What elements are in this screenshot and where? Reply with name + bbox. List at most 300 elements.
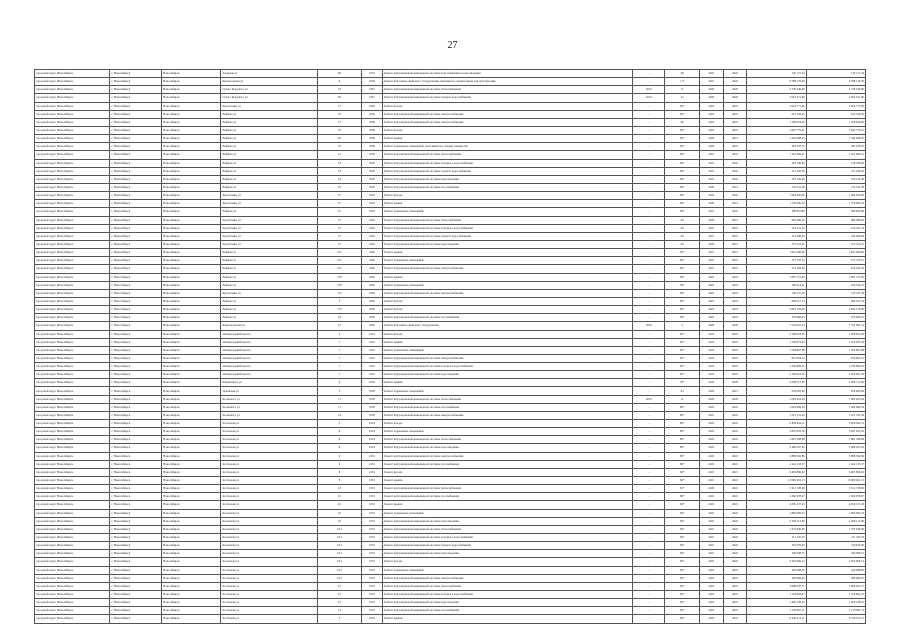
end-year-cell: 2022 xyxy=(723,509,747,517)
street-cell: Костычева ул xyxy=(221,420,318,428)
year-cell: 1958 xyxy=(361,403,383,411)
house-cell: 5 xyxy=(318,420,361,428)
end-year-cell: 2022 xyxy=(723,452,747,460)
work-type-cell: Ремонт внутридомовой инженерной системы холодного водоснабжения xyxy=(383,159,633,167)
prev-year-cell: - xyxy=(633,566,665,574)
street-cell: Костычева ул xyxy=(221,558,318,566)
house-cell: 17 xyxy=(318,395,361,403)
end-year-cell: 2022 xyxy=(723,428,747,436)
prev-year-cell: - xyxy=(633,249,665,257)
cost-cell: 372 523,21 xyxy=(747,240,806,248)
street-cell: Костычева ул xyxy=(221,452,318,460)
total-cell: 130 337,39 xyxy=(806,289,865,297)
municipality-cell: городской округ Новосибирск xyxy=(35,477,110,485)
municipality-cell: городской округ Новосибирск xyxy=(35,135,110,143)
prev-year-cell: - xyxy=(633,232,665,240)
city-cell: Новосибирск xyxy=(162,379,221,387)
end-year-cell: 2022 xyxy=(723,289,747,297)
work-type-cell: Ремонт внутридомовой инженерной системы электроснабжения xyxy=(383,574,633,582)
cost-cell: 130 337,39 xyxy=(747,289,806,297)
street-cell: Войкова ул xyxy=(221,208,318,216)
work-type-cell: Ремонт фасада xyxy=(383,330,633,338)
year-cell: 1953 xyxy=(361,550,383,558)
house-cell: 27б xyxy=(318,281,361,289)
municipality-cell: городской округ Новосибирск xyxy=(35,599,110,607)
prev-year-cell: - xyxy=(633,297,665,305)
house-cell: 27б xyxy=(318,273,361,281)
end-year-cell: 2021 xyxy=(723,387,747,395)
total-cell: 219 321,54 xyxy=(806,224,865,232)
locality-cell: г. Новосибирск xyxy=(110,289,162,297)
work-type-cell: Ремонт внутридомовой инженерной системы теплоснабжения xyxy=(383,86,633,94)
work-type-cell: Ремонт внутридомовой инженерной системы теплоснабжения xyxy=(383,395,633,403)
prev-year-cell: - xyxy=(633,582,665,590)
end-year-cell: 2022 xyxy=(723,281,747,289)
municipality-cell: городской округ Новосибирск xyxy=(35,330,110,338)
start-year-cell: 2021 xyxy=(699,493,723,501)
start-year-cell: 2021 xyxy=(699,468,723,476)
total-cell: 130 177,24 xyxy=(806,70,865,78)
start-year-cell: 2021 xyxy=(699,249,723,257)
street-cell: Костычева ул xyxy=(221,444,318,452)
cost-cell: 420 098,00 xyxy=(747,566,806,574)
table-row xyxy=(35,599,866,607)
prev-year-cell: - xyxy=(633,135,665,143)
city-cell: Новосибирск xyxy=(162,314,221,322)
cost-cell: 1 150 987,11 xyxy=(747,607,806,615)
municipality-cell: городской округ Новосибирск xyxy=(35,216,110,224)
year-cell: 1953 xyxy=(361,607,383,615)
start-year-cell: 2022 xyxy=(699,338,723,346)
street-cell: Краснообская ул xyxy=(221,78,318,86)
house-cell: 16 xyxy=(318,86,361,94)
term-cell: 60* xyxy=(665,403,699,411)
work-type-cell: Ремонт внутридомовой инженерной системы теплоснабжения xyxy=(383,216,633,224)
total-cell: 1 083 423,29 xyxy=(806,395,865,403)
city-cell: Новосибирск xyxy=(162,135,221,143)
house-cell: 5 xyxy=(318,297,361,305)
city-cell: Новосибирск xyxy=(162,420,221,428)
term-cell: 80* xyxy=(665,493,699,501)
prev-year-cell: - xyxy=(633,159,665,167)
prev-year-cell: - xyxy=(633,346,665,354)
year-cell: 1953 xyxy=(361,558,383,566)
table-row xyxy=(35,167,866,175)
table-row xyxy=(35,94,866,102)
start-year-cell: 2022 xyxy=(699,257,723,265)
table-row xyxy=(35,126,866,134)
locality-cell: г. Новосибирск xyxy=(110,240,162,248)
locality-cell: г. Новосибирск xyxy=(110,354,162,362)
prev-year-cell: - xyxy=(633,428,665,436)
work-type-cell: Ремонт внутридомовой инженерной системы электроснабжения xyxy=(383,110,633,118)
table-row xyxy=(35,232,866,240)
municipality-cell: городской округ Новосибирск xyxy=(35,452,110,460)
street-cell: Войкова ул xyxy=(221,151,318,159)
cost-cell: 5 022 471,60 xyxy=(747,94,806,102)
total-cell: 6 788 179,59 xyxy=(806,78,865,86)
municipality-cell: городской округ Новосибирск xyxy=(35,143,110,151)
table-row xyxy=(35,468,866,476)
locality-cell: г. Новосибирск xyxy=(110,330,162,338)
end-year-cell: 2022 xyxy=(723,460,747,468)
total-cell: 5 022 471,60 xyxy=(806,94,865,102)
start-year-cell: 2021 xyxy=(699,411,723,419)
locality-cell: г. Новосибирск xyxy=(110,525,162,533)
municipality-cell: городской округ Новосибирск xyxy=(35,607,110,615)
house-cell: 6 xyxy=(318,452,361,460)
locality-cell: г. Новосибирск xyxy=(110,582,162,590)
street-cell: Костычева ул xyxy=(221,468,318,476)
end-year-cell: 2022 xyxy=(723,110,747,118)
start-year-cell: 2022 xyxy=(699,428,723,436)
prev-year-cell: - xyxy=(633,468,665,476)
start-year-cell: 2022 xyxy=(699,501,723,509)
work-type-cell: Ремонт фасада xyxy=(383,558,633,566)
total-cell: 4 508 717,00 xyxy=(806,379,865,387)
work-type-cell: Ремонт внутридомовой инженерной системы электроснабжения xyxy=(383,289,633,297)
table-row xyxy=(35,240,866,248)
table-row xyxy=(35,485,866,493)
cost-cell: 9 856 922,11 xyxy=(747,420,806,428)
street-cell: Кропоткина ул xyxy=(221,192,318,200)
term-cell: 60* xyxy=(665,411,699,419)
year-cell: 1956 xyxy=(361,297,383,305)
municipality-cell: городской округ Новосибирск xyxy=(35,615,110,623)
house-cell: 26 xyxy=(318,135,361,143)
city-cell: Новосибирск xyxy=(162,265,221,273)
street-cell: Костычева ул xyxy=(221,542,318,550)
cost-cell: 1 756 606,32 xyxy=(747,200,806,208)
cost-cell: 1 154 892,47 xyxy=(747,591,806,599)
city-cell: Новосибирск xyxy=(162,525,221,533)
prev-year-cell: - xyxy=(633,126,665,134)
work-type-cell: Ремонт крыши xyxy=(383,615,633,623)
end-year-cell: 2022 xyxy=(723,411,747,419)
end-year-cell: 2022 xyxy=(723,550,747,558)
year-cell: 1958 xyxy=(361,167,383,175)
locality-cell: г. Новосибирск xyxy=(110,599,162,607)
municipality-cell: городской округ Новосибирск xyxy=(35,387,110,395)
total-cell: 1 108 654,00 xyxy=(806,118,865,126)
work-type-cell: Ремонт крыши xyxy=(383,338,633,346)
work-type-cell: Ремонт внутридомовой инженерной системы водоотведения xyxy=(383,550,633,558)
table-row xyxy=(35,566,866,574)
total-cell: 1 504 867,68 xyxy=(806,346,865,354)
end-year-cell: 2022 xyxy=(723,534,747,542)
prev-year-cell: - xyxy=(633,558,665,566)
locality-cell: г. Новосибирск xyxy=(110,167,162,175)
work-type-cell: Ремонт внутридомовой инженерной системы электроснабжения xyxy=(383,411,633,419)
table-row xyxy=(35,151,866,159)
municipality-cell: городской округ Новосибирск xyxy=(35,159,110,167)
term-cell: 84* xyxy=(665,509,699,517)
prev-year-cell: - xyxy=(633,70,665,78)
city-cell: Новосибирск xyxy=(162,192,221,200)
term-cell: 84* xyxy=(665,192,699,200)
term-cell: 60 xyxy=(665,232,699,240)
term-cell: 84* xyxy=(665,183,699,191)
term-cell: 84* xyxy=(665,208,699,216)
table-row xyxy=(35,395,866,403)
end-year-cell: 2022 xyxy=(723,175,747,183)
term-cell: 84* xyxy=(665,574,699,582)
house-cell: 27а xyxy=(318,265,361,273)
start-year-cell: 2022 xyxy=(699,582,723,590)
start-year-cell: 2022 xyxy=(699,102,723,110)
prev-year-cell: - xyxy=(633,517,665,525)
term-cell: 84* xyxy=(665,542,699,550)
total-cell: 1 360 978,67 xyxy=(806,493,865,501)
city-cell: Новосибирск xyxy=(162,477,221,485)
prev-year-cell: - xyxy=(633,78,665,86)
prev-year-cell: - xyxy=(633,240,665,248)
work-type-cell: Ремонт внутридомовой инженерной системы холодного водоснабжения xyxy=(383,363,633,371)
locality-cell: г. Новосибирск xyxy=(110,517,162,525)
locality-cell: г. Новосибирск xyxy=(110,509,162,517)
street-cell: Котовского ул xyxy=(221,395,318,403)
prev-year-cell: - xyxy=(633,273,665,281)
table-row xyxy=(35,363,866,371)
term-cell: 81* xyxy=(665,485,699,493)
house-cell: 18 xyxy=(318,314,361,322)
term-cell: 60 xyxy=(665,118,699,126)
cost-cell: 2 206 117,00 xyxy=(747,517,806,525)
work-type-cell: Ремонт крыши xyxy=(383,273,633,281)
total-cell: 372 523,21 xyxy=(806,240,865,248)
year-cell: 1953 xyxy=(361,501,383,509)
year-cell: 1959 xyxy=(361,200,383,208)
locality-cell: г. Новосибирск xyxy=(110,477,162,485)
work-type-cell: Ремонт подвальных помещений xyxy=(383,346,633,354)
cost-cell: 4 508 717,00 xyxy=(747,379,806,387)
work-type-cell: Ремонт фасада xyxy=(383,306,633,314)
street-cell: Костычева ул xyxy=(221,509,318,517)
house-cell: 10/1 xyxy=(318,542,361,550)
table-row xyxy=(35,354,866,362)
street-cell: Азовская ул xyxy=(221,70,318,78)
street-cell: Кропоткина ул xyxy=(221,216,318,224)
municipality-cell: городской округ Новосибирск xyxy=(35,411,110,419)
cost-cell: 4 739 540,00 xyxy=(747,86,806,94)
prev-year-cell: - xyxy=(633,216,665,224)
street-cell: Костычева ул xyxy=(221,607,318,615)
cost-cell: 314 008,09 xyxy=(747,232,806,240)
municipality-cell: городской округ Новосибирск xyxy=(35,468,110,476)
street-cell: Ленинградский проезд xyxy=(221,371,318,379)
term-cell: 65* xyxy=(665,330,699,338)
total-cell: 314 008,09 xyxy=(806,232,865,240)
municipality-cell: городской округ Новосибирск xyxy=(35,582,110,590)
house-cell: 27 xyxy=(318,216,361,224)
year-cell: 1958 xyxy=(361,306,383,314)
start-year-cell: 2020 xyxy=(699,94,723,102)
city-cell: Новосибирск xyxy=(162,558,221,566)
prev-year-cell: - xyxy=(633,411,665,419)
work-type-cell: Ремонт внутридомовой инженерной системы электроснабжения xyxy=(383,265,633,273)
municipality-cell: городской округ Новосибирск xyxy=(35,78,110,86)
start-year-cell: 2022 xyxy=(699,314,723,322)
house-cell: 10/1 xyxy=(318,574,361,582)
house-cell: 7 xyxy=(318,371,361,379)
street-cell: Котовского ул xyxy=(221,411,318,419)
locality-cell: г. Новосибирск xyxy=(110,493,162,501)
end-year-cell: 2021 xyxy=(723,183,747,191)
locality-cell: г. Новосибирск xyxy=(110,615,162,623)
municipality-cell: городской округ Новосибирск xyxy=(35,550,110,558)
prev-year-cell: - xyxy=(633,354,665,362)
locality-cell: г. Новосибирск xyxy=(110,297,162,305)
end-year-cell: 2021 xyxy=(723,135,747,143)
end-year-cell: 2022 xyxy=(723,143,747,151)
end-year-cell: 2022 xyxy=(723,501,747,509)
work-type-cell: Ремонт фасада xyxy=(383,420,633,428)
start-year-cell: 2020 xyxy=(699,183,723,191)
street-cell: Котовского ул xyxy=(221,403,318,411)
end-year-cell: 2022 xyxy=(723,354,747,362)
end-year-cell: 2022 xyxy=(723,314,747,322)
street-cell: Войкова ул xyxy=(221,281,318,289)
municipality-cell: городской округ Новосибирск xyxy=(35,110,110,118)
work-type-cell: Ремонт подвальных помещений xyxy=(383,257,633,265)
term-cell: 60 xyxy=(665,70,699,78)
street-cell: Костычева ул xyxy=(221,566,318,574)
total-cell: 1 109 875,43 xyxy=(806,338,865,346)
street-cell: Войкова ул xyxy=(221,175,318,183)
work-type-cell: Ремонт внутридомовой инженерной системы водоотведения xyxy=(383,517,633,525)
locality-cell: г. Новосибирск xyxy=(110,346,162,354)
start-year-cell: 2020 xyxy=(699,86,723,94)
table-row xyxy=(35,477,866,485)
municipality-cell: городской округ Новосибирск xyxy=(35,208,110,216)
cost-cell: 219 321,54 xyxy=(747,224,806,232)
street-cell: Войкова ул xyxy=(221,297,318,305)
work-type-cell: Ремонт внутридомовой инженерной системы водоотведения xyxy=(383,175,633,183)
city-cell: Новосибирск xyxy=(162,330,221,338)
city-cell: Новосибирск xyxy=(162,542,221,550)
cost-cell: 3 847 825,50 xyxy=(747,428,806,436)
cost-cell: 1 891 398,68 xyxy=(747,436,806,444)
start-year-cell: 2022 xyxy=(699,354,723,362)
start-year-cell: 2020 xyxy=(699,200,723,208)
end-year-cell: 2022 xyxy=(723,607,747,615)
cost-cell: 1 694 689,59 xyxy=(747,403,806,411)
cost-cell: 218 766,90 xyxy=(747,159,806,167)
city-cell: Новосибирск xyxy=(162,70,221,78)
municipality-cell: городской округ Новосибирск xyxy=(35,94,110,102)
house-cell: 12 xyxy=(318,591,361,599)
year-cell: 1953 xyxy=(361,542,383,550)
cost-cell: 309 682,05 xyxy=(747,574,806,582)
year-cell: 1958 xyxy=(361,314,383,322)
municipality-cell: городской округ Новосибирск xyxy=(35,232,110,240)
year-cell: 1958 xyxy=(361,183,383,191)
locality-cell: г. Новосибирск xyxy=(110,387,162,395)
total-cell: 5 888 392,86 xyxy=(806,452,865,460)
table-row xyxy=(35,102,866,110)
locality-cell: г. Новосибирск xyxy=(110,232,162,240)
end-year-cell: 2022 xyxy=(723,265,747,273)
locality-cell: г. Новосибирск xyxy=(110,135,162,143)
cost-cell: 816 603,12 xyxy=(747,354,806,362)
term-cell: 84* xyxy=(665,289,699,297)
work-type-cell: Ремонт внутридомовой инженерной системы теплоснабжения xyxy=(383,525,633,533)
total-cell: 1 275 930,96 xyxy=(806,525,865,533)
locality-cell: г. Новосибирск xyxy=(110,468,162,476)
city-cell: Новосибирск xyxy=(162,387,221,395)
term-cell: 30* xyxy=(665,281,699,289)
table-row xyxy=(35,257,866,265)
city-cell: Новосибирск xyxy=(162,232,221,240)
end-year-cell: 2022 xyxy=(723,224,747,232)
year-cell: 1953 xyxy=(361,599,383,607)
cost-cell: 6 788 179,59 xyxy=(747,78,806,86)
cost-cell: 4 659 137,43 xyxy=(747,501,806,509)
table-row xyxy=(35,249,866,257)
prev-year-cell: - xyxy=(633,338,665,346)
term-cell: 60 xyxy=(665,240,699,248)
year-cell: 1953 xyxy=(361,591,383,599)
work-type-cell: Ремонт внутридомовой инженерной системы теплоснабжения xyxy=(383,485,633,493)
total-cell: 609 017,74 xyxy=(806,297,865,305)
city-cell: Новосибирск xyxy=(162,493,221,501)
house-cell: 27 xyxy=(318,232,361,240)
table-row xyxy=(35,509,866,517)
table-row xyxy=(35,86,866,94)
term-cell: 84* xyxy=(665,314,699,322)
city-cell: Новосибирск xyxy=(162,200,221,208)
total-cell: 7 532 091,14 xyxy=(806,322,865,330)
locality-cell: г. Новосибирск xyxy=(110,192,162,200)
table-row xyxy=(35,297,866,305)
year-cell: 1959 xyxy=(361,78,383,86)
street-cell: Кропоткина ул xyxy=(221,102,318,110)
house-cell: 25 xyxy=(318,110,361,118)
cost-cell: 966 480,20 xyxy=(747,216,806,224)
street-cell: Войкова ул xyxy=(221,159,318,167)
municipality-cell: городской округ Новосибирск xyxy=(35,265,110,273)
cost-cell: 1 504 867,68 xyxy=(747,346,806,354)
cost-cell: 1 994 650,00 xyxy=(747,192,806,200)
city-cell: Новосибирск xyxy=(162,468,221,476)
street-cell: Войкова ул xyxy=(221,265,318,273)
street-cell: Костычева ул xyxy=(221,436,318,444)
table-row xyxy=(35,265,866,273)
city-cell: Новосибирск xyxy=(162,550,221,558)
end-year-cell: 2022 xyxy=(723,574,747,582)
locality-cell: г. Новосибирск xyxy=(110,94,162,102)
cost-cell: 1 230 809,19 xyxy=(747,363,806,371)
house-cell: 10 xyxy=(318,517,361,525)
city-cell: Новосибирск xyxy=(162,371,221,379)
prev-year-cell: 2019 xyxy=(633,86,665,94)
term-cell: 11 xyxy=(665,395,699,403)
street-cell: Ленинградский проезд xyxy=(221,338,318,346)
municipality-cell: городской округ Новосибирск xyxy=(35,200,110,208)
street-cell: Войкова ул xyxy=(221,306,318,314)
page-number: 27 xyxy=(447,40,458,51)
end-year-cell: 2022 xyxy=(723,485,747,493)
locality-cell: г. Новосибирск xyxy=(110,460,162,468)
locality-cell: г. Новосибирск xyxy=(110,411,162,419)
table-row xyxy=(35,591,866,599)
term-cell: 60 xyxy=(665,216,699,224)
cost-cell: 1 400 128,22 xyxy=(747,599,806,607)
locality-cell: г. Новосибирск xyxy=(110,314,162,322)
year-cell: 1954 xyxy=(361,420,383,428)
table-row xyxy=(35,200,866,208)
start-year-cell: 2022 xyxy=(699,330,723,338)
